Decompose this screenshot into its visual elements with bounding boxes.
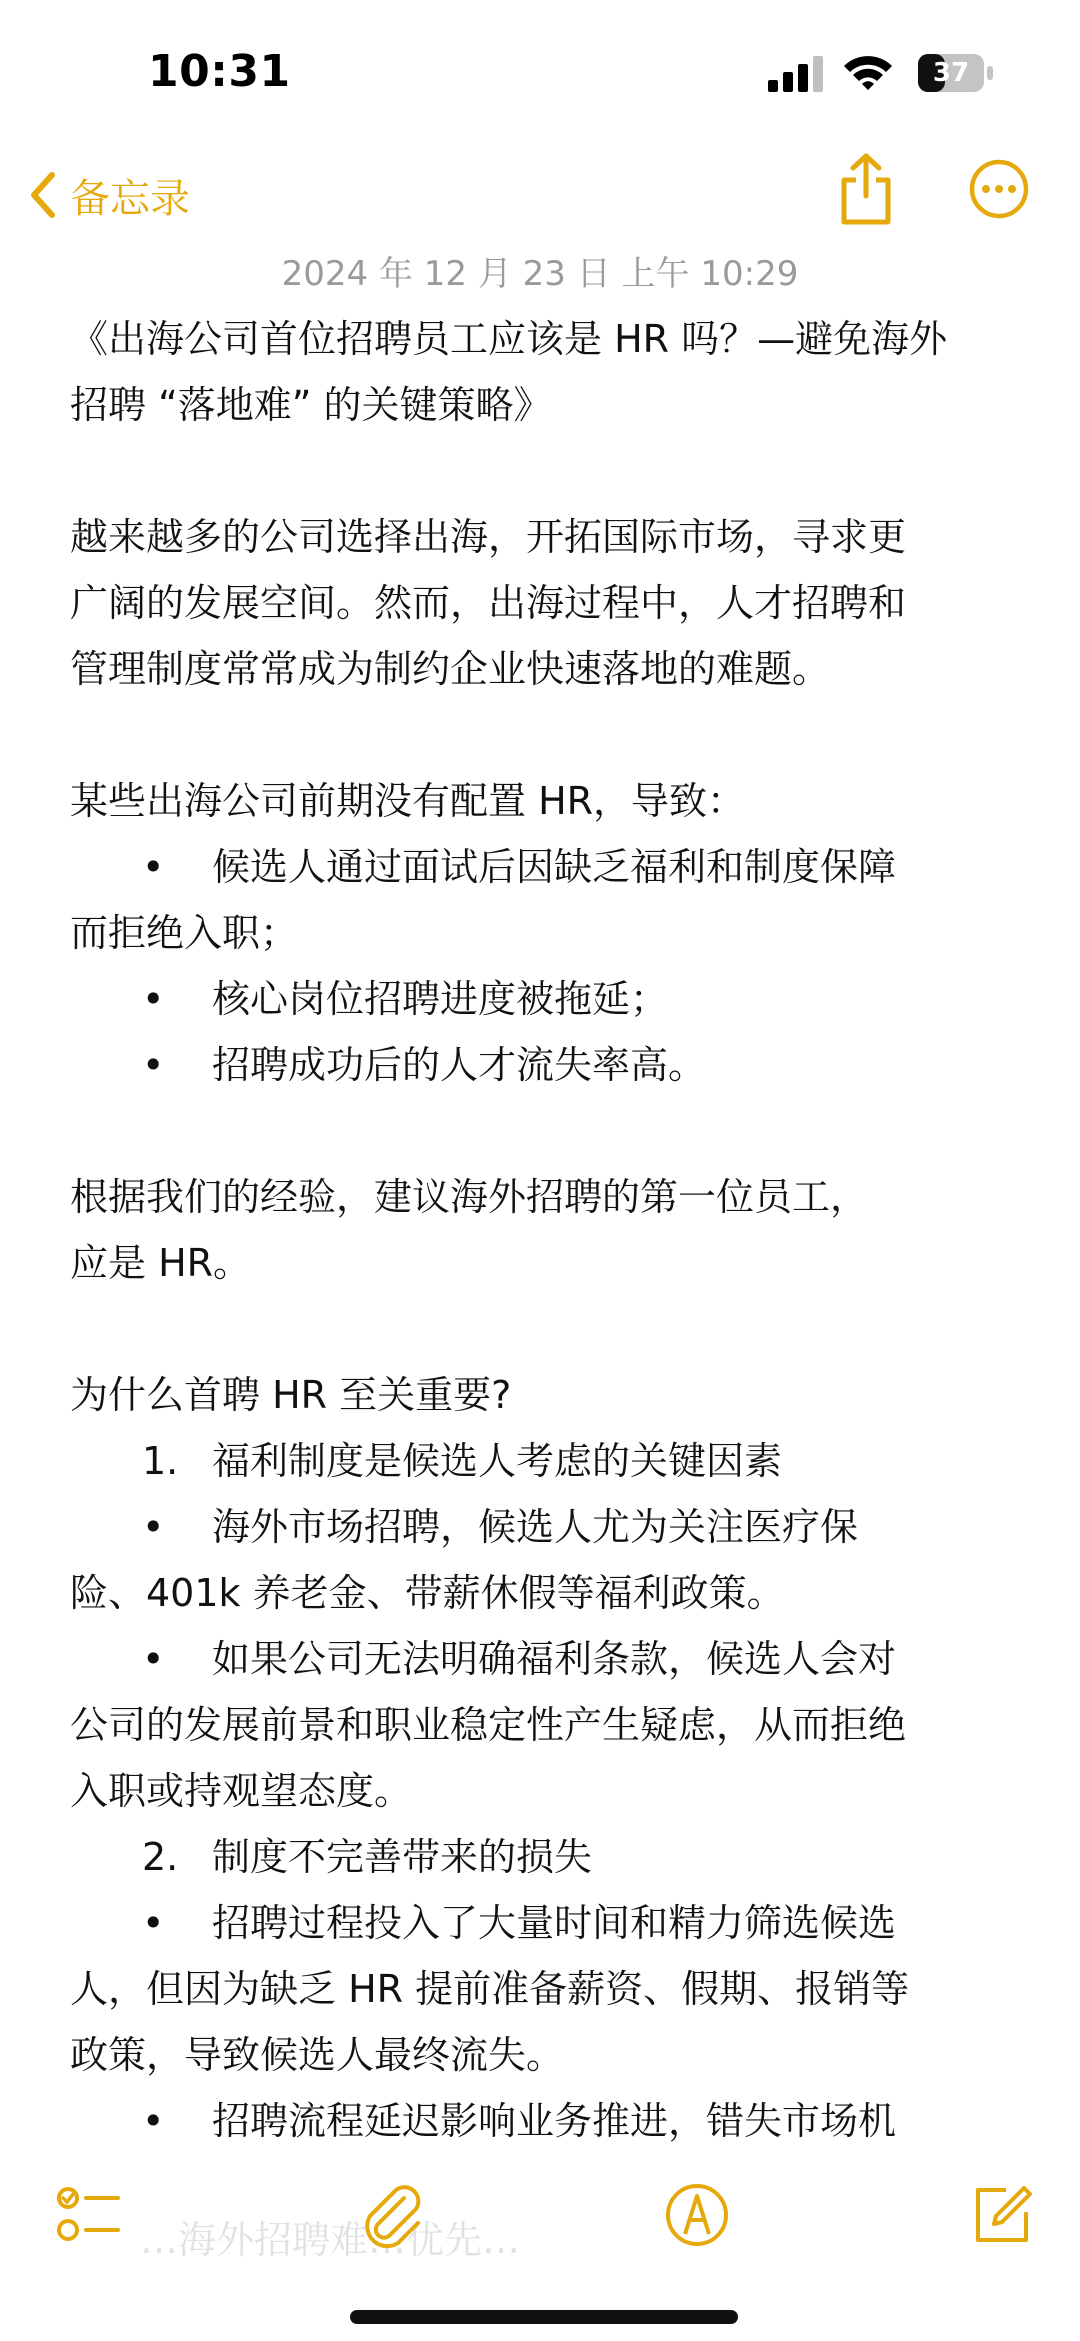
bullet-mark: • — [142, 1901, 165, 1945]
list-item: • 如果公司无法明确福利条款，候选人会对 — [70, 1626, 1020, 1692]
list-item: • 招聘流程延迟影响业务推进，错失市场机 — [70, 2088, 1020, 2154]
bullet-mark: • — [142, 1505, 165, 1549]
nav-bar — [0, 150, 1080, 240]
faded-scroll-text: …海外招聘难…优先… — [140, 2218, 521, 2262]
paragraph-line: 管理制度常常成为制约企业快速落地的难题。 — [70, 647, 831, 691]
markup-pen-icon[interactable] — [662, 2180, 732, 2250]
chevron-left-icon — [28, 171, 56, 219]
paragraph-line: 根据我们的经验，建议海外招聘的第一位员工， — [70, 1175, 869, 1219]
list-number: 2. — [142, 1835, 179, 1879]
back-label: 备忘录 — [70, 175, 190, 222]
bullet-mark: • — [142, 2099, 165, 2143]
paragraph-line: 某些出海公司前期没有配置 HR，导致： — [70, 779, 746, 823]
numbered-item: 2. 制度不完善带来的损失 — [70, 1824, 1020, 1890]
list-item: • 候选人通过面试后因缺乏福利和制度保障 — [70, 834, 1020, 900]
paragraph-line: 应是 HR。 — [70, 1241, 252, 1285]
bullet-mark: • — [142, 1637, 165, 1681]
list-item-continuation: 入职或持观望态度。 — [70, 1769, 413, 1813]
list-item-continuation: 公司的发展前景和职业稳定性产生疑虑，从而拒绝 — [70, 1703, 907, 1747]
list-item: • 招聘成功后的人才流失率高。 — [70, 1032, 1020, 1098]
bullet-mark: • — [142, 1043, 165, 1087]
numbered-item: 1. 福利制度是候选人考虑的关键因素 — [70, 1428, 1020, 1494]
bullet-mark: • — [142, 977, 165, 1021]
attachment-icon[interactable] — [358, 2180, 428, 2250]
list-item-continuation: 政策，导致候选人最终流失。 — [70, 2033, 565, 2077]
status-time: 10:31 — [148, 46, 291, 97]
home-indicator[interactable] — [350, 2310, 738, 2324]
status-bar — [0, 0, 1080, 140]
wifi-icon — [842, 52, 894, 92]
back-button[interactable] — [28, 160, 190, 230]
list-item-continuation: 人，但因为缺乏 HR 提前准备薪资、假期、报销等 — [70, 1967, 910, 2011]
compose-icon[interactable] — [966, 2180, 1036, 2250]
paragraph-line: 越来越多的公司选择出海，开拓国际市场，寻求更 — [70, 515, 907, 559]
battery-level: 37 — [932, 58, 970, 88]
list-item-continuation: 而拒绝入职； — [70, 911, 299, 955]
list-item: • 招聘过程投入了大量时间和精力筛选候选 — [70, 1890, 1020, 1956]
list-item-continuation: 险、401k 养老金、带薪休假等福利政策。 — [70, 1571, 785, 1615]
note-date: 2024 年 12 月 23 日 上午 10:29 — [281, 254, 799, 294]
note-title-line: 《出海公司首位招聘员工应该是 HR 吗？—避免海外 — [70, 317, 948, 361]
list-item: • 核心岗位招聘进度被拖延； — [70, 966, 1020, 1032]
note-title-line: 招聘 “落地难” 的关键策略》 — [70, 383, 552, 427]
paragraph-line: 广阔的发展空间。然而，出海过程中，人才招聘和 — [70, 581, 907, 625]
share-icon[interactable] — [836, 150, 896, 230]
more-options-icon[interactable] — [968, 158, 1030, 220]
list-item: • 海外市场招聘，候选人尤为关注医疗保 — [70, 1494, 1020, 1560]
checklist-icon[interactable] — [54, 2180, 124, 2250]
list-number: 1. — [142, 1439, 179, 1483]
bullet-mark: • — [142, 845, 165, 889]
note-body[interactable] — [70, 306, 1020, 2154]
section-heading: 为什么首聘 HR 至关重要? — [70, 1373, 512, 1417]
cellular-signal-icon — [768, 56, 824, 92]
bottom-toolbar — [0, 2170, 1080, 2260]
